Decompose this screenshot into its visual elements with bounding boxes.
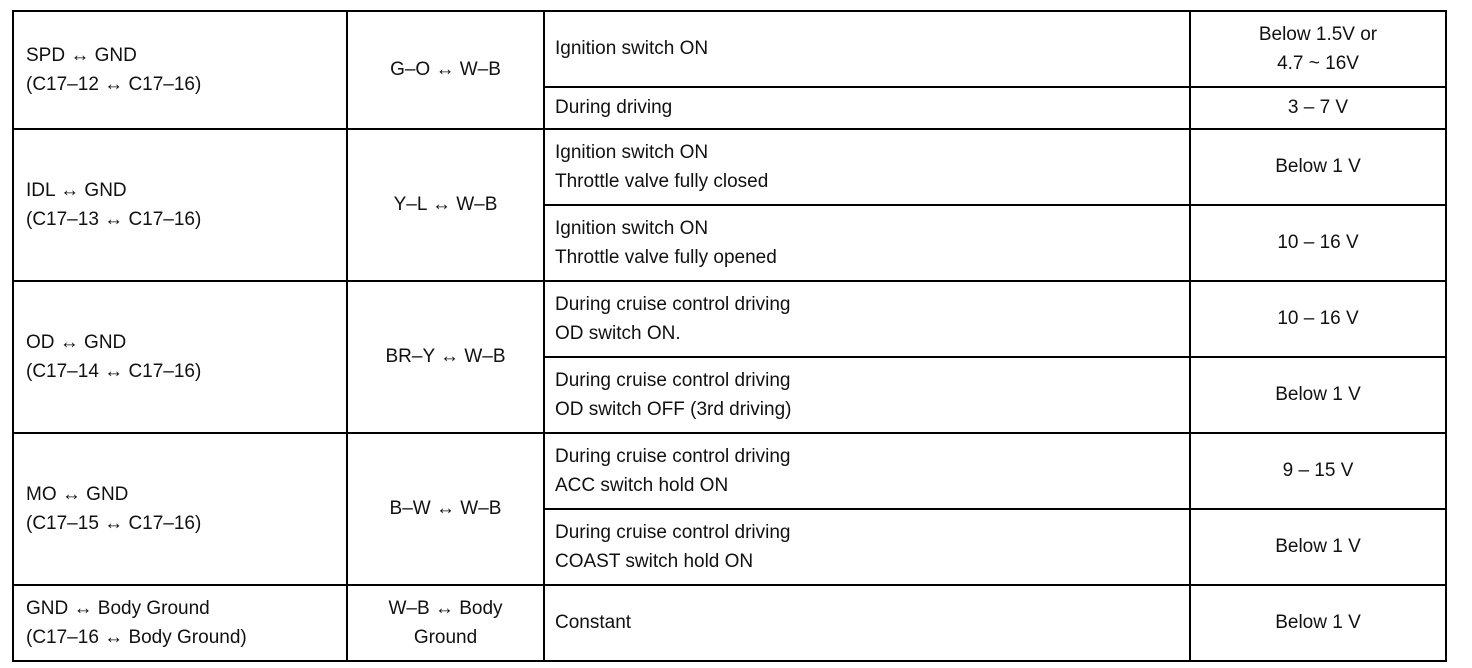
condition-cell — [544, 129, 1190, 205]
std-value: 9 – 15 V — [1282, 460, 1354, 482]
condition-line: During cruise control driving — [555, 521, 791, 543]
std-value-cell — [1190, 281, 1446, 357]
std-value-cell — [1190, 87, 1446, 129]
table-row — [13, 11, 1446, 87]
std-value: Below 1 V — [1275, 536, 1361, 558]
terminal-label: SPD ↔ GND — [26, 44, 137, 66]
std-value-cell — [1190, 11, 1446, 87]
terminal-cell — [13, 129, 347, 281]
terminal-cell — [13, 11, 347, 129]
condition-line: COAST switch hold ON — [555, 551, 754, 572]
std-value: 4.7 ~ 16V — [1277, 53, 1359, 74]
condition-cell — [544, 585, 1190, 661]
condition-line: During driving — [555, 97, 673, 119]
condition-line: During cruise control driving — [555, 293, 791, 315]
terminal-cell — [13, 433, 347, 585]
condition-cell — [544, 205, 1190, 281]
std-value-cell — [1190, 357, 1446, 433]
condition-line: OD switch OFF (3rd driving) — [555, 399, 792, 420]
terminal-label: GND ↔ Body Ground — [26, 597, 210, 619]
condition-line: Constant — [555, 612, 632, 634]
std-value: 10 – 16 V — [1277, 308, 1359, 330]
condition-line: During cruise control driving — [555, 369, 791, 391]
terminal-cell — [13, 585, 347, 661]
wiring-color: Ground — [413, 627, 478, 648]
terminal-pins: (C17–14 ↔ C17–16) — [26, 361, 202, 382]
condition-line: Ignition switch ON — [555, 38, 709, 60]
std-value: Below 1 V — [1275, 156, 1361, 178]
std-value: Below 1 V — [1275, 612, 1361, 634]
terminal-label: IDL ↔ GND — [26, 179, 127, 201]
std-value: 10 – 16 V — [1277, 232, 1359, 254]
std-value-cell — [1190, 433, 1446, 509]
std-value: 3 – 7 V — [1287, 97, 1349, 119]
wiring-color: W–B ↔ Body — [388, 597, 503, 619]
terminal-cell — [13, 281, 347, 433]
std-value: Below 1.5V or — [1258, 23, 1378, 45]
wiring-color: Y–L ↔ W–B — [393, 194, 498, 216]
wiring-color-cell — [347, 281, 544, 433]
terminal-pins: (C17–15 ↔ C17–16) — [26, 513, 202, 534]
condition-cell — [544, 509, 1190, 585]
std-value: Below 1 V — [1275, 384, 1361, 406]
wiring-color: B–W ↔ W–B — [389, 498, 502, 520]
wiring-color: BR–Y ↔ W–B — [385, 346, 506, 368]
condition-line: During cruise control driving — [555, 445, 791, 467]
wiring-color-cell — [347, 585, 544, 661]
wiring-color-cell — [347, 129, 544, 281]
condition-line: Ignition switch ON — [555, 217, 709, 239]
condition-cell — [544, 281, 1190, 357]
terminal-label: OD ↔ GND — [26, 331, 127, 353]
std-value-cell — [1190, 585, 1446, 661]
condition-line: OD switch ON. — [555, 323, 681, 344]
wiring-color-cell — [347, 11, 544, 129]
condition-line: Throttle valve fully closed — [555, 171, 769, 192]
terminal-pins: (C17–12 ↔ C17–16) — [26, 74, 202, 95]
std-value-cell — [1190, 205, 1446, 281]
table-row — [13, 281, 1446, 357]
terminal-voltage-table — [12, 10, 1447, 662]
terminal-label: MO ↔ GND — [26, 483, 129, 505]
wiring-color: G–O ↔ W–B — [390, 59, 501, 81]
table-body — [13, 11, 1446, 661]
table-row — [13, 585, 1446, 661]
condition-cell — [544, 357, 1190, 433]
table-row — [13, 433, 1446, 509]
std-value-cell — [1190, 509, 1446, 585]
condition-line: ACC switch hold ON — [555, 475, 729, 496]
condition-cell — [544, 433, 1190, 509]
terminal-pins: (C17–13 ↔ C17–16) — [26, 209, 202, 230]
condition-cell — [544, 87, 1190, 129]
condition-line: Ignition switch ON — [555, 141, 709, 163]
condition-cell — [544, 11, 1190, 87]
std-value-cell — [1190, 129, 1446, 205]
condition-line: Throttle valve fully opened — [555, 247, 777, 268]
wiring-color-cell — [347, 433, 544, 585]
terminal-pins: (C17–16 ↔ Body Ground) — [26, 627, 247, 648]
table-row — [13, 129, 1446, 205]
